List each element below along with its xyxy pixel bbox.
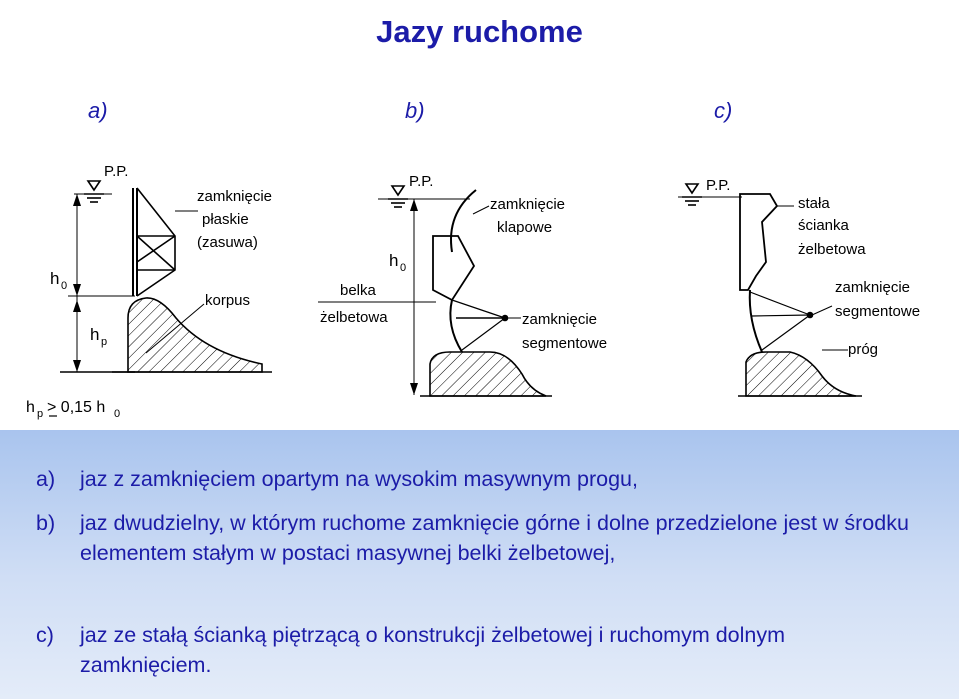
condition-sub0: 0	[114, 408, 121, 420]
lower-gate-label-b-1: zamknięcie	[522, 311, 598, 328]
gate-label-c-2: segmentowe	[835, 303, 921, 320]
item-a-label: a)	[36, 467, 56, 491]
description-panel	[0, 430, 959, 699]
item-c-text: jaz ze stałą ścianką piętrzącą o konstrukcji żelbetowej i ruchomym dolnym zamknięciem.	[80, 623, 786, 677]
item-c	[36, 620, 786, 677]
sublabel-b: b)	[405, 98, 425, 123]
sill-label-c: próg	[848, 341, 879, 358]
gate-label-a-1: zamknięcie	[197, 188, 273, 205]
pp-label-a: P.P.	[104, 163, 129, 180]
h0-label-a: h	[50, 269, 60, 288]
wall-label-c-3: żelbetowa	[798, 241, 866, 258]
pp-label-c: P.P.	[706, 177, 731, 194]
sublabel-a: a)	[88, 98, 108, 123]
item-b-text: jaz dwudzielny, w którym ruchome zamknięcie górne i dolne przedzielone jest w środku elementem stałym w postaci masywnej belki żelbetowej,	[80, 511, 909, 565]
item-a-text: jaz z zamknięciem opartym na wysokim masywnym progu,	[80, 467, 638, 491]
gate-label-c-1: zamknięcie	[835, 279, 911, 296]
hp-label-a: h	[90, 325, 100, 344]
h0-label-b: h	[389, 251, 399, 270]
condition-p: p	[37, 408, 44, 420]
item-b-label: b)	[36, 511, 56, 535]
h0-sub-a: 0	[61, 280, 68, 292]
upper-gate-label-b-1: zamknięcie	[490, 196, 566, 213]
h0-sub-b: 0	[400, 262, 407, 274]
condition-h: h	[26, 399, 35, 416]
condition-relation: > 0,15 h	[47, 399, 106, 416]
title: Jazy ruchome	[376, 14, 583, 49]
pp-label-b: P.P.	[409, 173, 434, 190]
hp-sub-a: p	[101, 336, 108, 348]
sublabel-c: c)	[714, 98, 733, 123]
gate-label-a-3: (zasuwa)	[197, 234, 258, 251]
wall-label-c-1: stała	[798, 195, 830, 212]
gate-label-a-2: płaskie	[202, 211, 249, 228]
upper-gate-label-b-2: klapowe	[497, 219, 553, 236]
item-b	[36, 508, 909, 565]
lower-gate-label-b-2: segmentowe	[522, 335, 608, 352]
item-c-label: c)	[36, 623, 54, 647]
beam-label-b-2: żelbetowa	[320, 309, 388, 326]
wall-label-c-2: ścianka	[798, 217, 849, 234]
body-label-a: korpus	[205, 292, 251, 309]
item-a	[36, 464, 638, 494]
beam-label-b-1: belka	[340, 282, 376, 299]
